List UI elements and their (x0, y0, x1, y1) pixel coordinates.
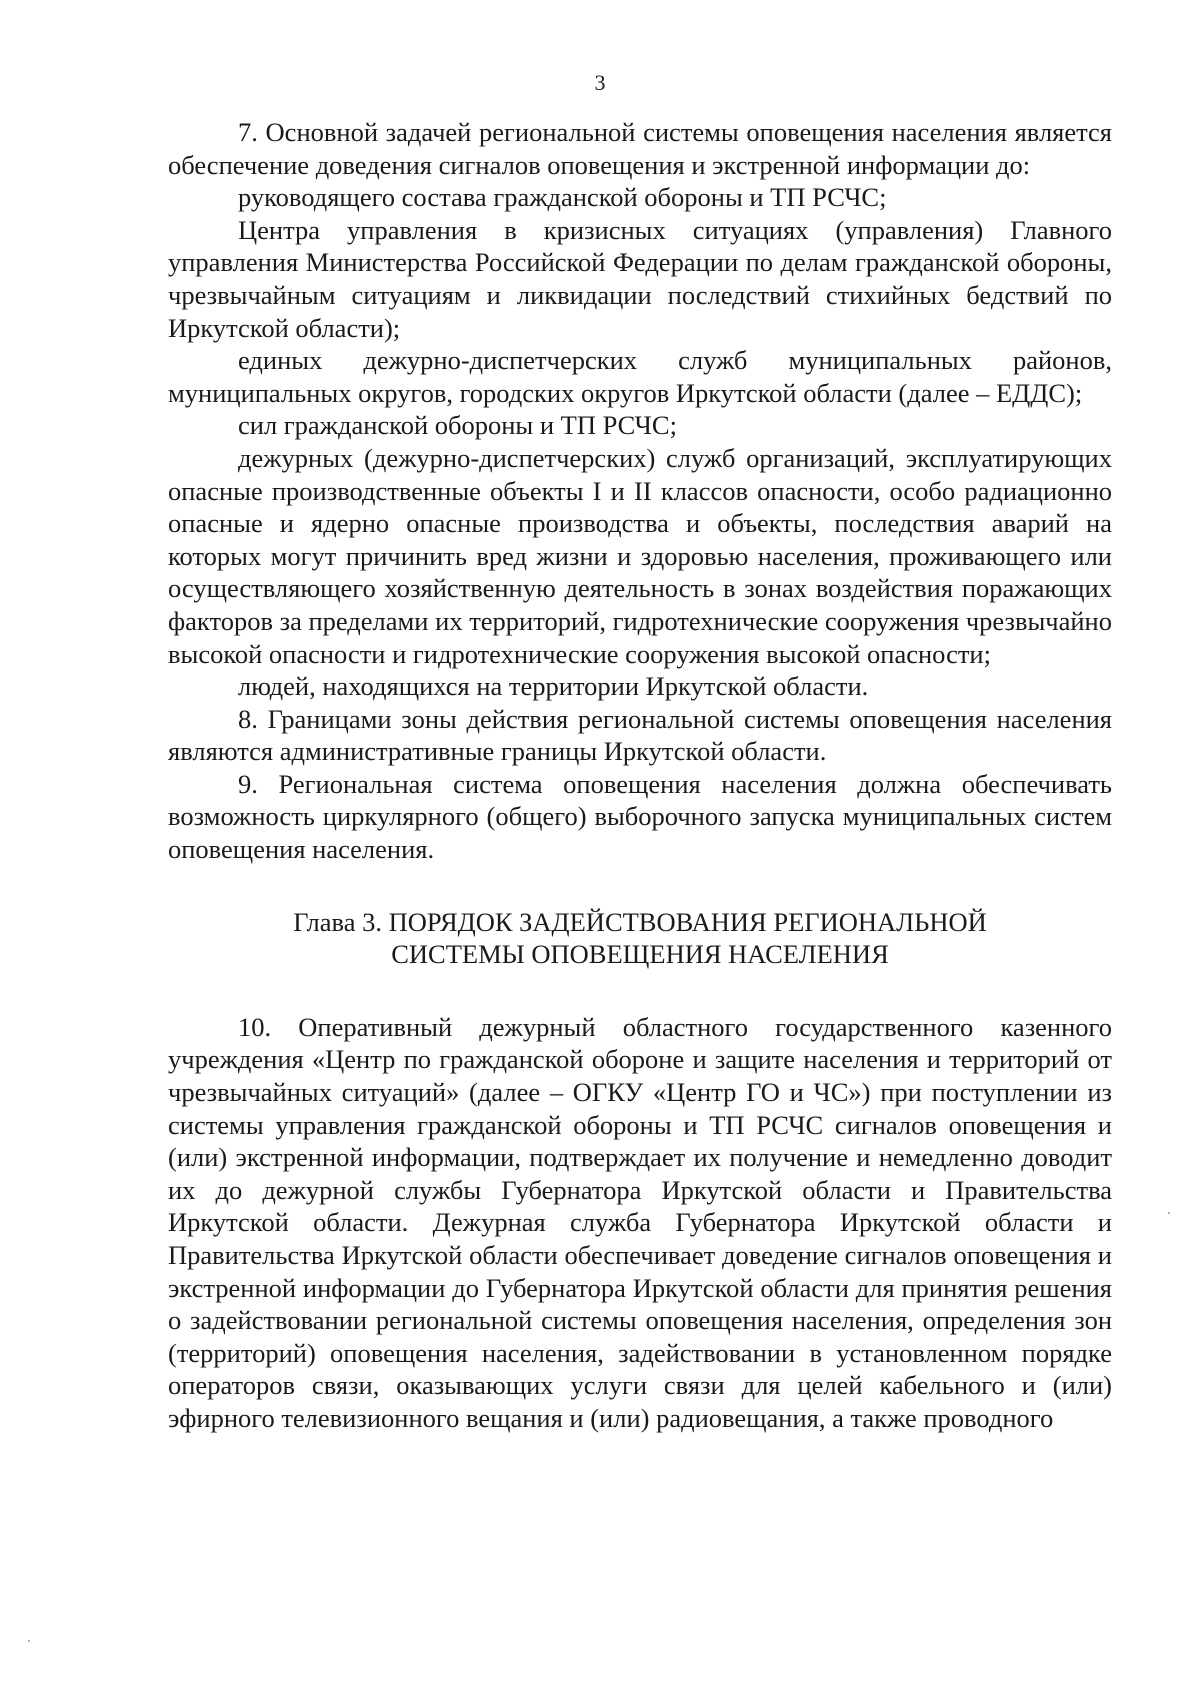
paragraph-8: 8. Границами зоны действия региональной системы оповещения населения являются административные границы Иркутской области. (168, 703, 1112, 767)
paragraph-9: 9. Региональная система оповещения населения должна обеспечивать возможность циркулярного (общего) выборочного запуска муниципальных систем оповещения населения. (168, 768, 1112, 865)
list-item-crisis-center: Центра управления в кризисных ситуациях (управления) Главного управления Министерства Российской Федерации по делам гражданской обороны, чрезвычайным ситуациям и ликвидации последствий стихийных бедствий по Иркутской области); (168, 214, 1112, 343)
paragraph-7: 7. Основной задачей региональной системы оповещения населения является обеспечение доведения сигналов оповещения и экстренной информации до: (168, 117, 1112, 180)
list-item-civil-defense-forces: сил гражданской обороны и ТП РСЧС; (238, 410, 677, 441)
list-item-duty-services: дежурных (дежурно-диспетчерских) служб организаций, эксплуатирующих опасные производственные объекты I и II классов опасности, особо радиационно опасные и ядерно опасные производства и объекты, последствия аварий на которых могут причинить вред жизни и здоровью населения, проживающего или осуществляющего хозяйственную деятельность в зонах воздействия поражающих факторов за пределами их территорий, гидротехнические сооружения чрезвычайно высокой опасности и гидротехнические сооружения высокой опасности; (168, 442, 1112, 669)
document-body (168, 116, 1112, 1435)
page-number: 3 (594, 70, 606, 95)
scan-speck (28, 1640, 30, 1642)
list-item-leadership: руководящего состава гражданской обороны и ТП РСЧС; (238, 182, 887, 213)
scan-speck (1168, 1212, 1170, 1214)
list-item-people: людей, находящихся на территории Иркутской области. (238, 671, 869, 702)
chapter-heading-line-2: СИСТЕМЫ ОПОВЕЩЕНИЯ НАСЕЛЕНИЯ (391, 939, 889, 970)
list-item-edds: единых дежурно-диспетчерских служб муниципальных районов, муниципальных округов, городских округов Иркутской области (далее – ЕДДС); (168, 345, 1112, 408)
chapter-heading-line-1: Глава 3. ПОРЯДОК ЗАДЕЙСТВОВАНИЯ РЕГИОНАЛЬНОЙ (293, 906, 987, 937)
chapter-heading (168, 906, 1112, 971)
paragraph-10: 10. Оперативный дежурный областного государственного казенного учреждения «Центр по гражданской обороне и защите населения и территорий от чрезвычайных ситуаций» (далее – ОГКУ «Центр ГО и ЧС») при поступлении из системы управления гражданской обороны и ТП РСЧС сигналов оповещения и (или) экстренной информации, подтверждает их получение и немедленно доводит их до дежурной службы Губернатора Иркутской области и Правительства Иркутской области. Дежурная служба Губернатора Иркутской области и Правительства Иркутской области обеспечивает доведение сигналов оповещения и экстренной информации до Губернатора Иркутской области для принятия решения о задействовании региональной системы оповещения населения, определения зон (территорий) оповещения населения, задействовании в установленном порядке операторов связи, оказывающих услуги связи для целей кабельного и (или) эфирного телевизионного вещания и (или) радиовещания, а также проводного (168, 1011, 1112, 1433)
